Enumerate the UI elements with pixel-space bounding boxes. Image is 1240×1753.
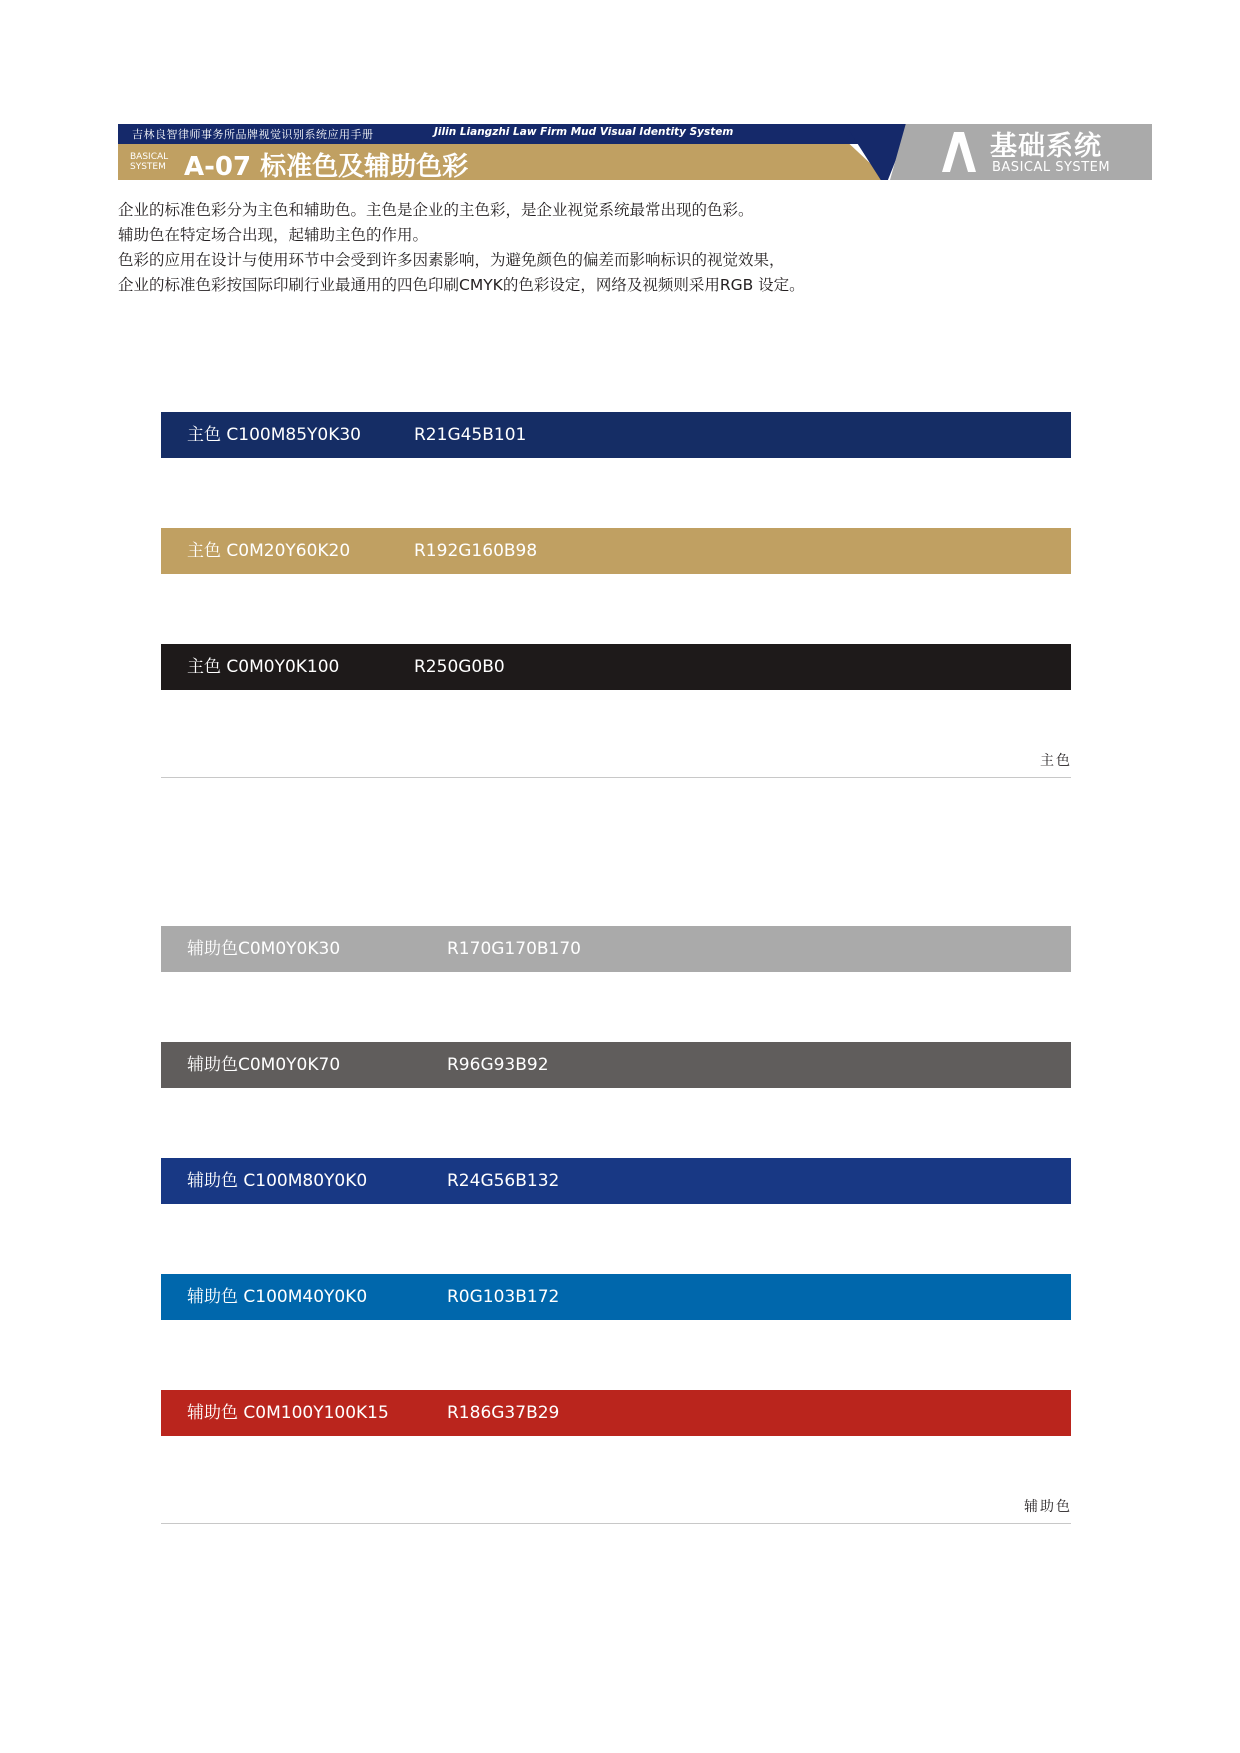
secondary-color-swatch-1	[161, 926, 1071, 972]
swatch-cmyk-label: 辅助色 C100M80Y0K0	[187, 1171, 368, 1191]
section-small-line1: BASICAL	[130, 152, 169, 162]
primary-color-swatch-1	[161, 412, 1071, 458]
swatch-rgb-label: R24G56B132	[447, 1171, 560, 1191]
manual-title-en: Jilin Liangzhi Law Firm Mud Visual Identity System	[434, 126, 734, 138]
swatch-rgb-label: R170G170B170	[447, 939, 581, 959]
intro-line: 辅助色在特定场合出现，起辅助主色的作用。	[118, 226, 429, 244]
system-title-en: BASICAL SYSTEM	[992, 160, 1111, 175]
secondary-color-swatch-3	[161, 1158, 1071, 1204]
primary-section-divider	[161, 777, 1071, 778]
primary-color-swatch-2	[161, 528, 1071, 574]
swatch-cmyk-label: 主色 C0M0Y0K100	[187, 657, 340, 677]
brand-logo-icon	[940, 132, 976, 172]
primary-section-label: 主色	[1040, 753, 1072, 769]
swatch-rgb-label: R21G45B101	[414, 425, 527, 445]
secondary-color-swatch-5	[161, 1390, 1071, 1436]
secondary-section-label: 辅助色	[1024, 1499, 1072, 1515]
intro-line: 企业的标准色彩按国际印刷行业最通用的四色印刷CMYK的色彩设定，网络及视频则采用RGB 设定。	[118, 276, 805, 294]
swatch-rgb-label: R96G93B92	[447, 1055, 549, 1075]
swatch-cmyk-label: 辅助色C0M0Y0K30	[187, 939, 341, 959]
intro-line: 企业的标准色彩分为主色和辅助色。主色是企业的主色彩，是企业视觉系统最常出现的色彩。	[118, 201, 754, 219]
swatch-cmyk-label: 辅助色C0M0Y0K70	[187, 1055, 341, 1075]
secondary-color-swatch-4	[161, 1274, 1071, 1320]
swatch-cmyk-label: 辅助色 C100M40Y0K0	[187, 1287, 368, 1307]
swatch-rgb-label: R192G160B98	[414, 541, 538, 561]
swatch-rgb-label: R0G103B172	[447, 1287, 560, 1307]
section-small-line2: SYSTEM	[130, 162, 166, 172]
intro-paragraph	[118, 198, 1128, 298]
swatch-rgb-label: R250G0B0	[414, 657, 505, 677]
secondary-color-swatch-2	[161, 1042, 1071, 1088]
swatch-cmyk-label: 主色 C100M85Y0K30	[187, 425, 362, 445]
intro-line: 色彩的应用在设计与使用环节中会受到许多因素影响，为避免颜色的偏差而影响标识的视觉效果，	[118, 251, 785, 269]
swatch-cmyk-label: 辅助色 C0M100Y100K15	[187, 1403, 389, 1423]
system-title-cn: 基础系统	[990, 131, 1102, 162]
secondary-section-divider	[161, 1523, 1071, 1524]
primary-color-swatch-3	[161, 644, 1071, 690]
section-small-label	[130, 152, 180, 172]
swatch-cmyk-label: 主色 C0M20Y60K20	[187, 541, 351, 561]
manual-title-cn: 吉林良智律师事务所品牌视觉识别系统应用手册	[132, 128, 374, 141]
swatch-rgb-label: R186G37B29	[447, 1403, 560, 1423]
page-title: A-07 标准色及辅助色彩	[184, 152, 469, 182]
